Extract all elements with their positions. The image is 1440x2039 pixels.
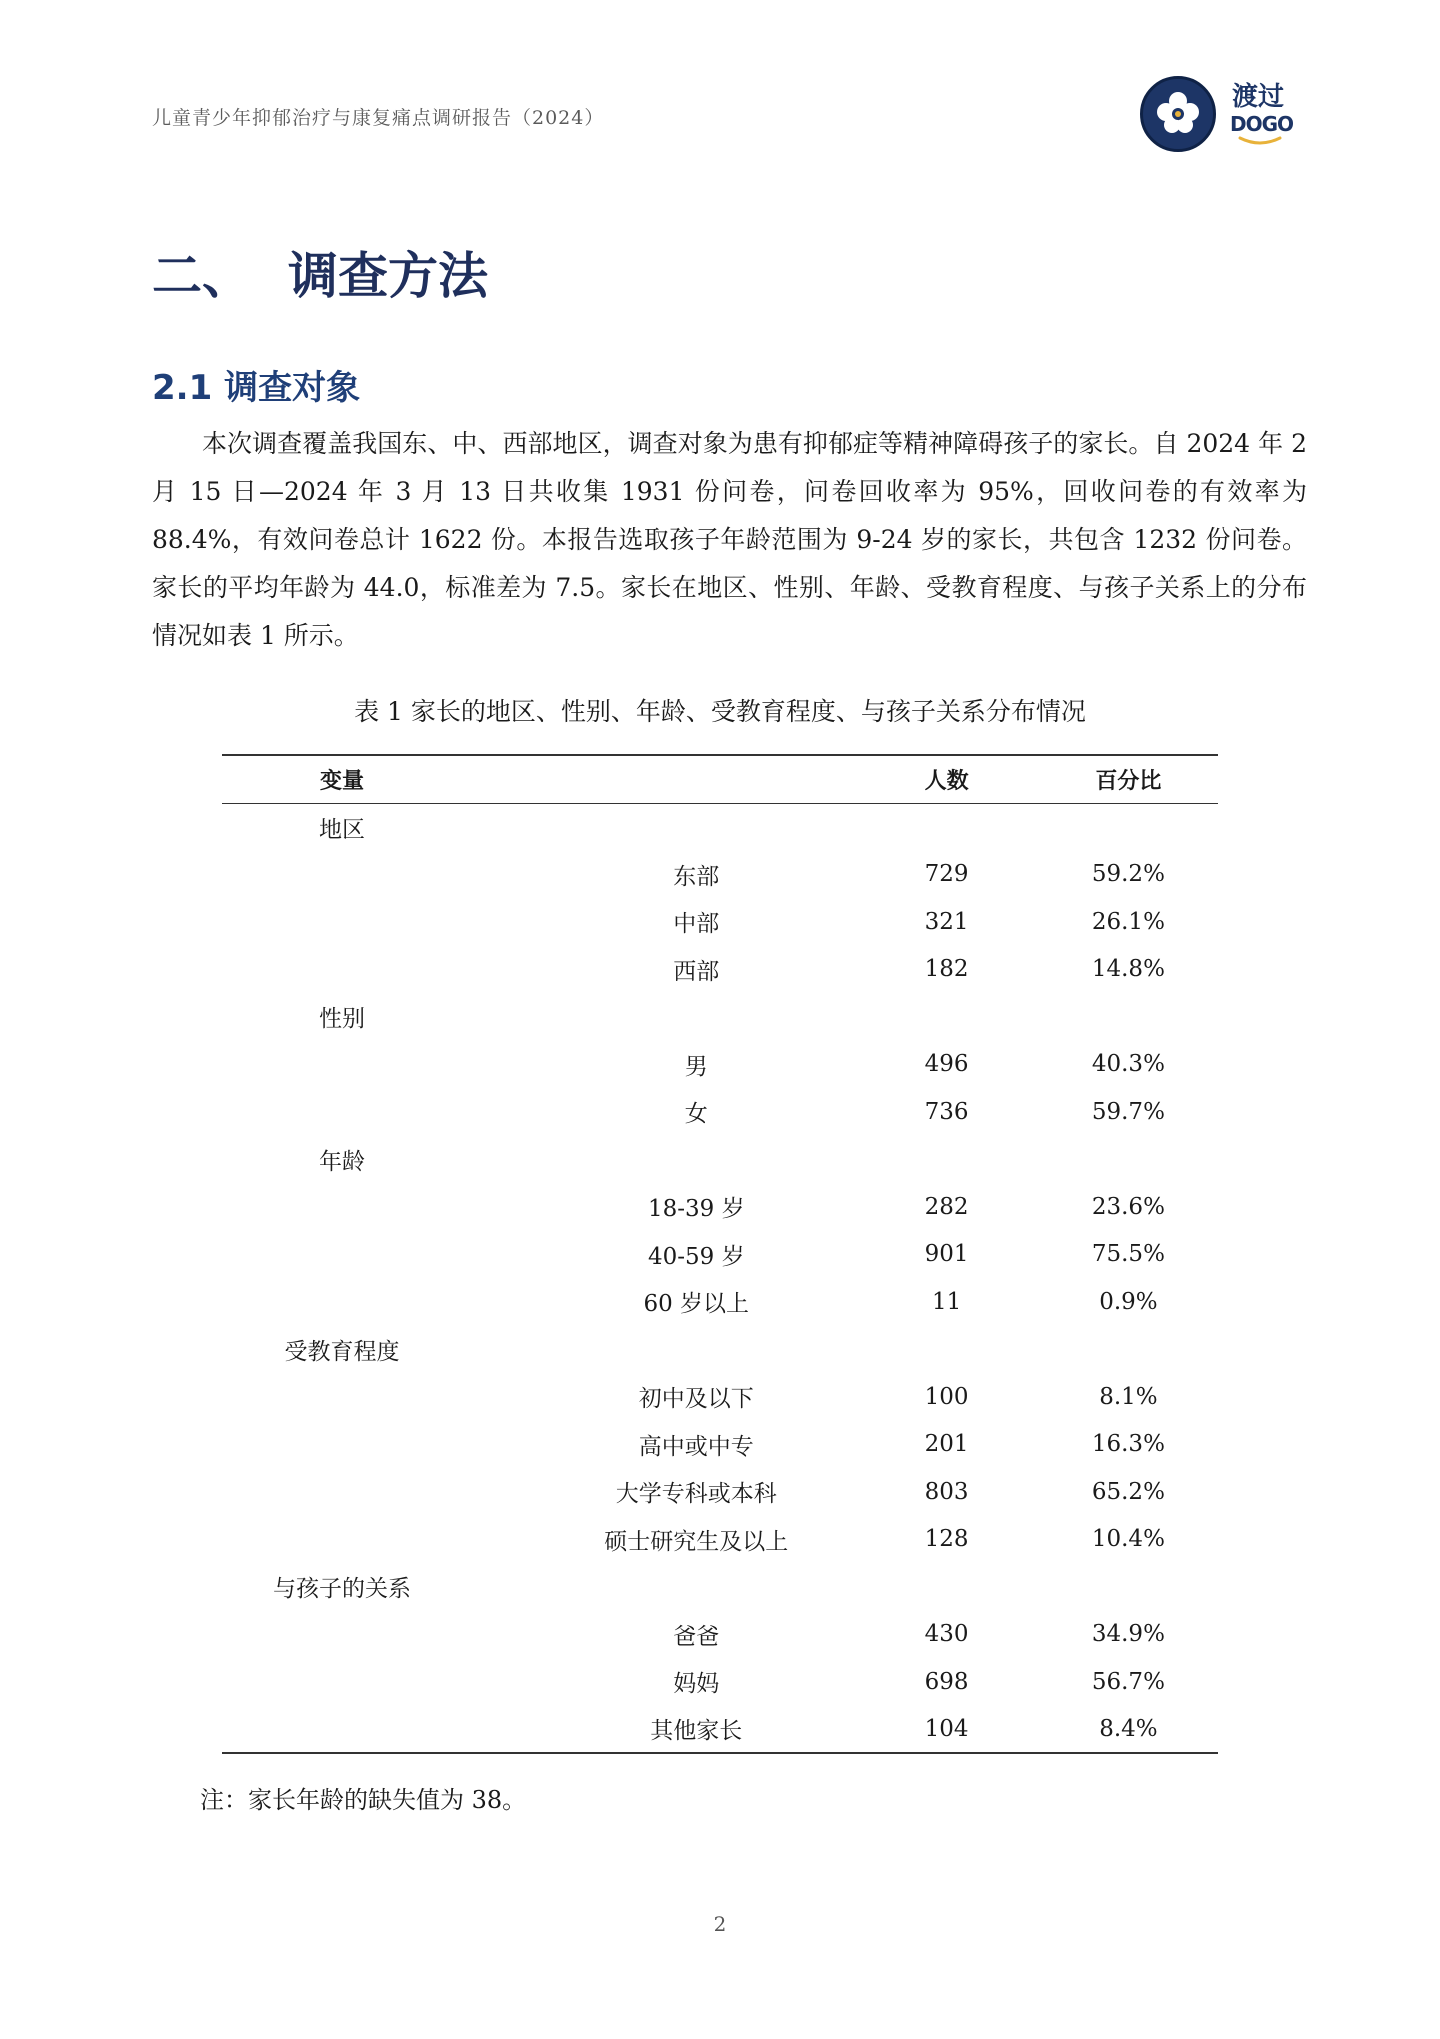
- row-percent: 59.2%: [1091, 861, 1165, 888]
- group-label: 性别: [319, 1006, 365, 1033]
- row-percent: 14.8%: [1091, 956, 1165, 983]
- row-label: 18-39 岁: [647, 1196, 745, 1223]
- table-row: [222, 1706, 1218, 1754]
- table-row: [222, 1658, 1218, 1706]
- section-heading: [152, 236, 488, 308]
- row-count: 104: [854, 1706, 1038, 1754]
- logo-smile-icon: [1236, 136, 1284, 146]
- row-percent: 26.1%: [1091, 908, 1165, 935]
- row-percent: 56.7%: [1091, 1668, 1165, 1695]
- table-row: [222, 851, 1218, 899]
- table-group-row: [222, 1563, 1218, 1611]
- report-header-title: 儿童青少年抑郁治疗与康复痛点调研报告（2024）: [152, 107, 605, 129]
- row-label: 初中及以下: [638, 1386, 754, 1413]
- distribution-table: [222, 754, 1218, 1754]
- row-count: 430: [924, 1621, 969, 1648]
- group-label: 年龄: [319, 1148, 365, 1175]
- row-label: 高中或中专: [638, 1433, 754, 1460]
- row-label: 爸爸: [673, 1623, 720, 1650]
- table-row: [222, 1421, 1218, 1469]
- group-label: 受教育程度: [284, 1338, 400, 1365]
- header-variable: 变量: [222, 755, 854, 803]
- table-row: [222, 1516, 1218, 1564]
- table-group-row: [222, 803, 1218, 851]
- header-percent: 百分比: [1039, 755, 1218, 803]
- row-label: 西部: [673, 958, 720, 985]
- row-count: 736: [924, 1098, 969, 1125]
- row-count: 803: [924, 1478, 969, 1505]
- flower-emblem-icon: [1140, 76, 1216, 152]
- row-percent: 34.9%: [1091, 1621, 1165, 1648]
- row-label: 女: [684, 1101, 708, 1128]
- header-count: 人数: [854, 755, 1038, 803]
- table-row: [222, 1041, 1218, 1089]
- row-percent: 40.3%: [1091, 1051, 1165, 1078]
- table-note: 注：家长年龄的缺失值为 38。: [200, 1786, 527, 1814]
- logo-english-name: DOGO: [1230, 112, 1294, 136]
- table-header-row: [222, 755, 1218, 803]
- section-title-text: 调查方法: [288, 247, 488, 305]
- table-row: [222, 1231, 1218, 1279]
- page-number: 2: [713, 1912, 727, 1936]
- row-count: 901: [924, 1241, 969, 1268]
- row-label: 其他家长: [538, 1706, 854, 1754]
- table-row: [222, 1373, 1218, 1421]
- row-count: 282: [924, 1193, 969, 1220]
- row-count: 100: [924, 1383, 969, 1410]
- logo-chinese-name: 渡过: [1232, 82, 1285, 112]
- table-row: [222, 1088, 1218, 1136]
- dogo-logo: [1140, 72, 1310, 162]
- table-group-row: [222, 1326, 1218, 1374]
- group-label: 与孩子的关系: [273, 1576, 411, 1603]
- table-row: [222, 898, 1218, 946]
- section-number: 二、: [152, 247, 252, 305]
- row-percent: 10.4%: [1091, 1526, 1165, 1553]
- table-row: [222, 946, 1218, 994]
- row-percent: 23.6%: [1091, 1193, 1165, 1220]
- table-row: [222, 1278, 1218, 1326]
- table-row: [222, 1183, 1218, 1231]
- row-label: 东部: [673, 863, 720, 890]
- table-row: [222, 1611, 1218, 1659]
- table-body: [222, 803, 1218, 1753]
- row-percent: 65.2%: [1091, 1478, 1165, 1505]
- row-count: 182: [924, 956, 969, 983]
- row-label: 妈妈: [673, 1671, 720, 1698]
- row-count: 201: [924, 1431, 969, 1458]
- table-caption: 表 1 家长的地区、性别、年龄、受教育程度、与孩子关系分布情况: [354, 697, 1086, 726]
- row-count: 729: [924, 861, 969, 888]
- row-percent: 75.5%: [1091, 1241, 1165, 1268]
- row-label: 60 岁以上: [643, 1291, 750, 1318]
- row-count: 321: [924, 908, 969, 935]
- row-label: 40-59 岁: [647, 1243, 745, 1270]
- row-count: 698: [924, 1668, 969, 1695]
- row-count: 128: [924, 1526, 969, 1553]
- table-row: [222, 1468, 1218, 1516]
- row-label: 硕士研究生及以上: [604, 1528, 789, 1555]
- table-group-row: [222, 993, 1218, 1041]
- table-group-row: [222, 1136, 1218, 1184]
- intro-paragraph: 本次调查覆盖我国东、中、西部地区，调查对象为患有抑郁症等精神障碍孩子的家长。自 2024 年 2 月 15 日—2024 年 3 月 13 日共收集 1931 份问卷，问卷回收率为 95%，回收问卷的有效率为 88.4%，有效问卷总计 1622 份。本报告选取孩子年龄范围为 9-24 岁的家长，共包含 1232 份问卷。家长的平均年龄为 44.0，标准差为 7.5。家长在地区、性别、年龄、受教育程度、与孩子关系上的分布情况如表 1 所示。: [152, 429, 1307, 650]
- row-label: 男: [684, 1053, 708, 1080]
- group-label: 地区: [319, 816, 365, 843]
- row-percent: 59.7%: [1091, 1098, 1165, 1125]
- subsection-heading: 2.1 调查对象: [152, 368, 361, 408]
- row-percent: 8.4%: [1039, 1706, 1218, 1754]
- row-label: 大学专科或本科: [615, 1481, 777, 1508]
- row-label: 中部: [673, 911, 720, 938]
- row-count: 496: [924, 1051, 969, 1078]
- row-count: 11: [931, 1288, 962, 1315]
- row-percent: 8.1%: [1099, 1383, 1158, 1410]
- row-percent: 0.9%: [1099, 1288, 1158, 1315]
- row-percent: 16.3%: [1091, 1431, 1165, 1458]
